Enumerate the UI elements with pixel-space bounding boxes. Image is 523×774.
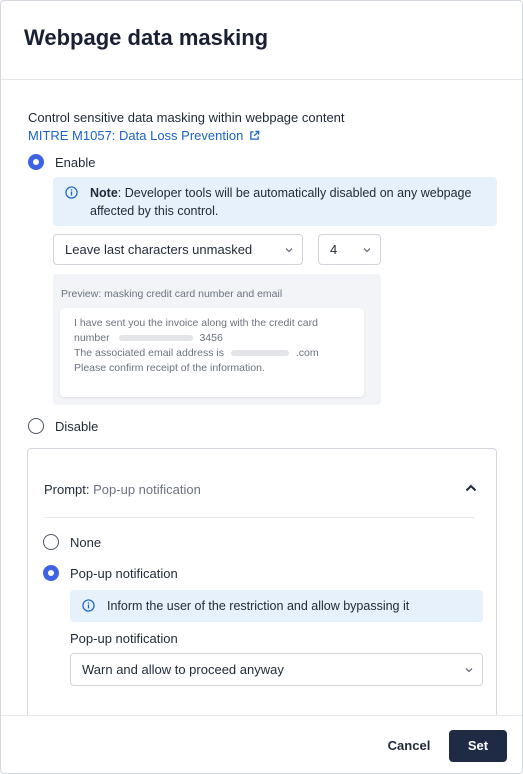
dialog-header (1, 1, 522, 80)
external-link-icon (249, 130, 260, 141)
masked-card-number (119, 335, 193, 341)
mask-mode-value: Leave last characters unmasked (65, 242, 253, 257)
prompt-info-text: Inform the user of the restriction and allow bypassing it (107, 599, 410, 613)
preview-title: Preview: masking credit card number and email (61, 288, 283, 300)
note-bold: Note (90, 186, 118, 200)
mitre-link-text[interactable]: MITRE M1057: Data Loss Prevention (28, 128, 244, 143)
dialog-footer (1, 715, 522, 773)
prompt-label: Prompt: (44, 482, 90, 497)
developer-tools-note (53, 177, 497, 226)
prompt-none-label[interactable]: None (70, 535, 102, 550)
note-text: : Developer tools will be automatically disabled on any webpage affected by this control. (90, 186, 472, 218)
chevron-down-icon (465, 667, 473, 673)
preview-line-4: Please confirm receipt of the information. (74, 362, 265, 374)
disable-radio[interactable] (28, 418, 44, 434)
char-count-select[interactable] (318, 234, 381, 265)
set-button[interactable]: Set (449, 730, 507, 762)
prompt-section (27, 448, 497, 716)
preview-line-3-suffix: .com (295, 347, 319, 359)
info-icon (82, 599, 95, 612)
disable-label[interactable]: Disable (55, 419, 99, 434)
masking-preview (53, 274, 381, 405)
preview-card (60, 308, 364, 397)
popup-field-label: Pop-up notification (70, 631, 178, 646)
prompt-divider (44, 517, 474, 518)
popup-type-select[interactable] (70, 653, 483, 686)
info-icon (65, 186, 78, 199)
dialog-title: Webpage data masking (24, 25, 269, 50)
control-description: Control sensitive data masking within webpage content (28, 110, 345, 125)
prompt-header[interactable] (44, 482, 201, 497)
chevron-down-icon (285, 247, 293, 253)
prompt-popup-radio[interactable] (43, 565, 59, 581)
char-count-value: 4 (330, 242, 338, 257)
preview-line-3-prefix: The associated email address is (74, 347, 224, 359)
prompt-popup-label[interactable]: Pop-up notification (70, 566, 178, 581)
preview-line-1: I have sent you the invoice along with the credit card (74, 317, 318, 329)
prompt-info-banner (70, 590, 483, 622)
mask-mode-select[interactable] (53, 234, 303, 265)
dialog-content[interactable] (1, 80, 522, 716)
cancel-button[interactable]: Cancel (387, 738, 431, 753)
prompt-none-radio[interactable] (43, 534, 59, 550)
popup-type-value: Warn and allow to proceed anyway (82, 662, 284, 677)
preview-line-2-prefix: number (74, 332, 110, 344)
prompt-value: Pop-up notification (93, 482, 201, 497)
mitre-link[interactable] (28, 128, 260, 143)
preview-line-2-suffix: 3456 (199, 332, 223, 344)
enable-label[interactable]: Enable (55, 155, 96, 170)
chevron-down-icon (363, 247, 371, 253)
preview-line-2 (74, 332, 223, 344)
masked-email (231, 350, 289, 356)
enable-radio[interactable] (28, 154, 44, 170)
chevron-up-icon[interactable] (465, 484, 477, 492)
preview-line-3 (74, 347, 319, 359)
